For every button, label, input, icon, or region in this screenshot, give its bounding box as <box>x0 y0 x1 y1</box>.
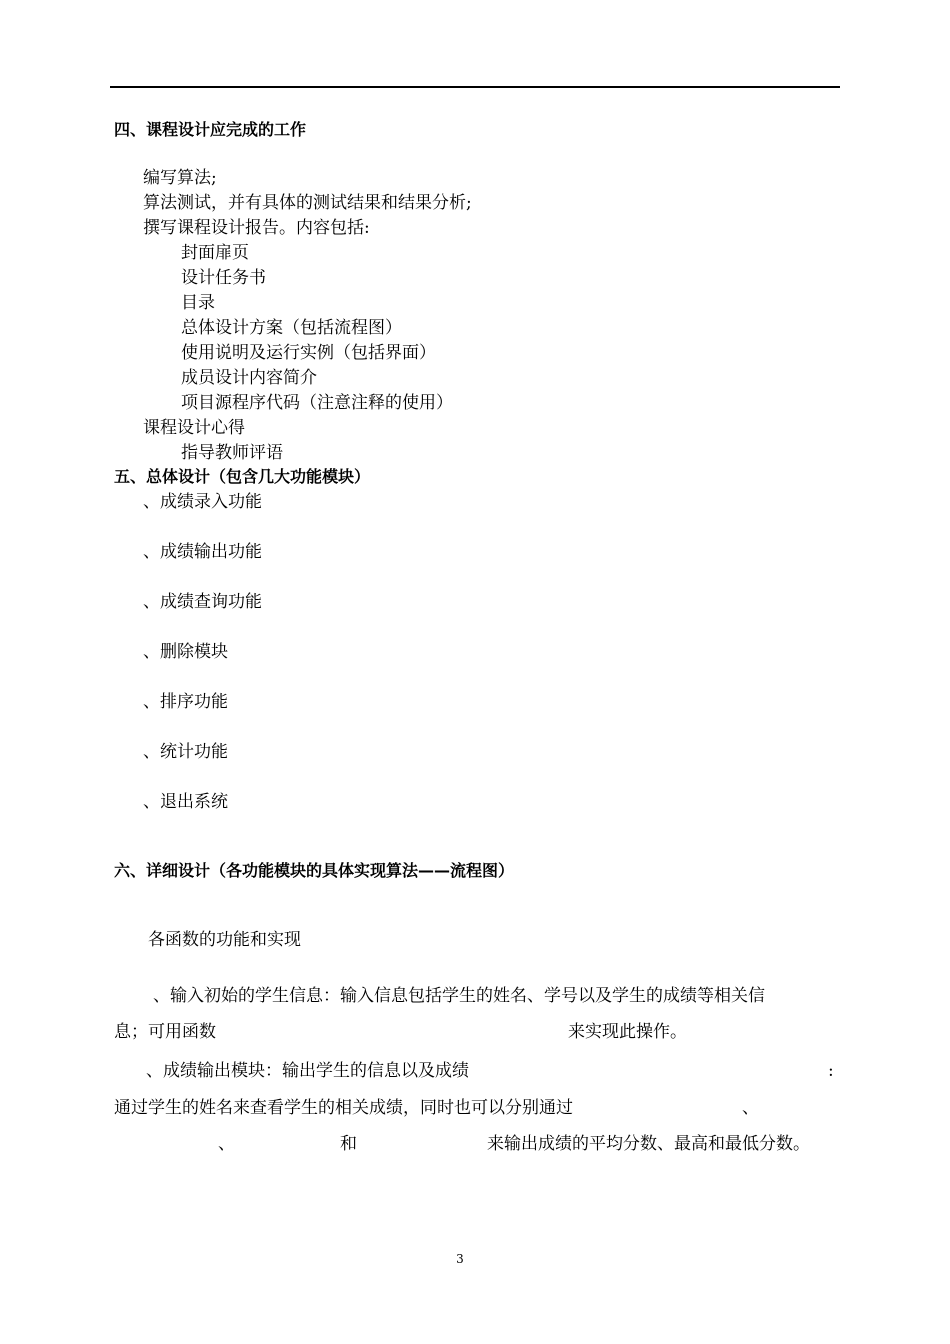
section4-item-3: 撰写课程设计报告。内容包括: <box>143 218 370 238</box>
report-content-4: 总体设计方案（包括流程图） <box>181 318 402 338</box>
module-item-7: 、退出系统 <box>143 792 228 812</box>
page-number: 3 <box>456 1252 464 1266</box>
module-item-3: 、成绩查询功能 <box>143 592 262 612</box>
module-item-1: 、成绩录入功能 <box>143 492 262 512</box>
para1-line2-end: 来实现此操作。 <box>568 1022 687 1042</box>
para2-line1-start: 、成绩输出模块：输出学生的信息以及成绩 <box>146 1061 469 1081</box>
module-item-6: 、统计功能 <box>143 742 228 762</box>
report-content-1: 封面扉页 <box>181 243 249 263</box>
report-content-7: 项目源程序代码（注意注释的使用） <box>181 393 453 413</box>
para2-line3-part2: 和 <box>340 1134 357 1154</box>
report-content-5: 使用说明及运行实例（包括界面） <box>181 343 436 363</box>
para2-line1-end: : <box>828 1061 834 1081</box>
report-content-3: 目录 <box>181 293 215 313</box>
module-item-4: 、删除模块 <box>143 642 228 662</box>
report-content-2: 设计任务书 <box>181 268 266 288</box>
para2-line3-part1: 、 <box>218 1134 235 1154</box>
module-item-5: 、排序功能 <box>143 692 228 712</box>
header-rule <box>110 86 840 88</box>
para2-line3-part3: 来输出成绩的平均分数、最高和最低分数。 <box>487 1134 810 1154</box>
section5-heading: 五、总体设计（包含几大功能模块） <box>114 467 371 486</box>
module-item-2: 、成绩输出功能 <box>143 542 262 562</box>
para2-line2-end: 、 <box>742 1098 759 1118</box>
section4-tail-sub: 指导教师评语 <box>181 443 283 463</box>
report-content-6: 成员设计内容简介 <box>181 368 317 388</box>
para1-line2-start: 息；可用函数 <box>114 1022 216 1042</box>
section4-item-2: 算法测试，并有具体的测试结果和结果分析; <box>143 193 472 213</box>
para1-line1: 、输入初始的学生信息：输入信息包括学生的姓名、学号以及学生的成绩等相关信 <box>153 986 765 1006</box>
section6-intro: 各函数的功能和实现 <box>148 930 301 950</box>
section4-item-1: 编写算法; <box>143 168 217 188</box>
section4-tail-item: 课程设计心得 <box>143 418 245 438</box>
section6-heading: 六、详细设计（各功能模块的具体实现算法——流程图） <box>114 861 515 880</box>
para2-line2-start: 通过学生的姓名来查看学生的相关成绩，同时也可以分别通过 <box>114 1098 573 1118</box>
section4-heading: 四、课程设计应完成的工作 <box>114 120 307 139</box>
